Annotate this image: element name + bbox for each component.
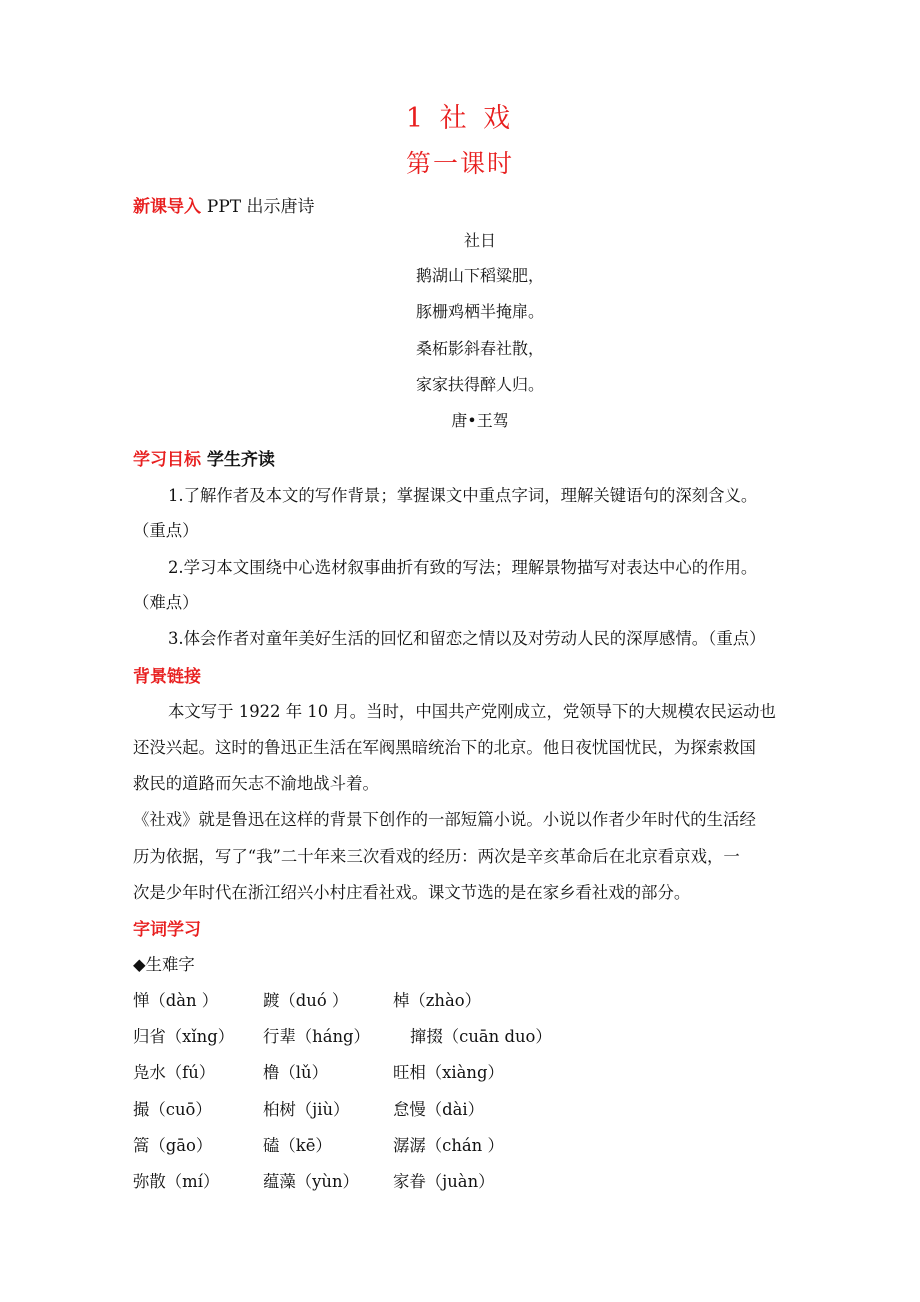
vocab-item: 旺相（xiàng） [393,1063,504,1082]
vocab-item: 橹（lǔ） [263,1063,328,1082]
vocab-item: 桕树（jiù） [263,1100,350,1119]
poem-line: 桑柘影斜春社散， [415,339,544,358]
vocab-item: 惮（dàn ） [133,991,219,1010]
vocab-item: 归省（xǐng） [133,1027,235,1046]
background-line: 本文写于 1922 年 10 月。当时，中国共产党刚成立，党领导下的大规模农民运动也 [168,702,776,721]
background-line: 历为依据，写了“我”二十年来三次看戏的经历：两次是辛亥革命后在北京看京戏，一 [133,847,740,866]
period-title: 第一课时 [405,149,514,178]
poem-author: 唐•王驾 [451,411,509,430]
intro-text: PPT 出示唐诗 [206,197,315,217]
background-line: 救民的道路而矢志不渝地战斗着。 [133,774,379,793]
vocab-item: 怠慢（dài） [393,1100,485,1119]
objective-line: 1.了解作者及本文的写作背景；掌握课文中重点字词，理解关键语句的深刻含义。 [168,486,758,505]
background-heading: 背景链接 [133,667,201,687]
vocab-item: 撺掇（cuān duo） [410,1027,552,1046]
vocab-item: 行辈（háng） [263,1027,370,1046]
background-line: 次是少年时代在浙江绍兴小村庄看社戏。课文节选的是在家乡看社戏的部分。 [133,883,691,902]
vocab-item: 蕴藻（yùn） [263,1172,359,1191]
objective-note: （难点） [133,593,199,612]
vocab-item: 凫水（fú） [133,1063,216,1082]
intro-section [133,192,315,217]
objectives-subheading: 学生齐读 [206,450,275,470]
background-line: 还没兴起。这时的鲁迅正生活在军阀黑暗统治下的北京。他日夜忧国忧民，为探索救国 [133,738,756,757]
poem-line: 豚栅鸡栖半掩扉。 [415,302,544,321]
poem-title: 社日 [463,231,496,250]
objective-line: 3.体会作者对童年美好生活的回忆和留恋之情以及对劳动人民的深厚感情。（重点） [168,629,766,648]
vocab-item: 撮（cuō） [133,1100,212,1119]
poem-line: 鹅湖山下稻粱肥， [415,266,544,285]
intro-heading: 新课导入 [133,197,201,217]
vocab-item: 家眷（juàn） [393,1172,495,1191]
objective-line: 2.学习本文围绕中心选材叙事曲折有致的写法；理解景物描写对表达中心的作用。 [168,558,758,577]
vocab-item: 磕（kē） [263,1136,332,1155]
lesson-title: 1 社 戏 [405,103,515,134]
objectives-heading: 学习目标 [133,450,201,470]
vocab-item: 篙（gāo） [133,1136,213,1155]
vocab-item: 踱（duó ） [263,991,349,1010]
vocabulary-subheading: ◆生难字 [133,955,195,974]
vocab-item: 棹（zhào） [393,991,482,1010]
objectives-section [133,445,275,470]
background-line: 《社戏》就是鲁迅在这样的背景下创作的一部短篇小说。小说以作者少年时代的生活经 [133,810,756,829]
vocab-item: 潺潺（chán ） [393,1136,504,1155]
objective-note: （重点） [133,521,199,540]
vocabulary-heading: 字词学习 [133,920,201,940]
poem-line: 家家扶得醉人归。 [415,375,544,394]
vocab-item: 弥散（mí） [133,1172,220,1191]
